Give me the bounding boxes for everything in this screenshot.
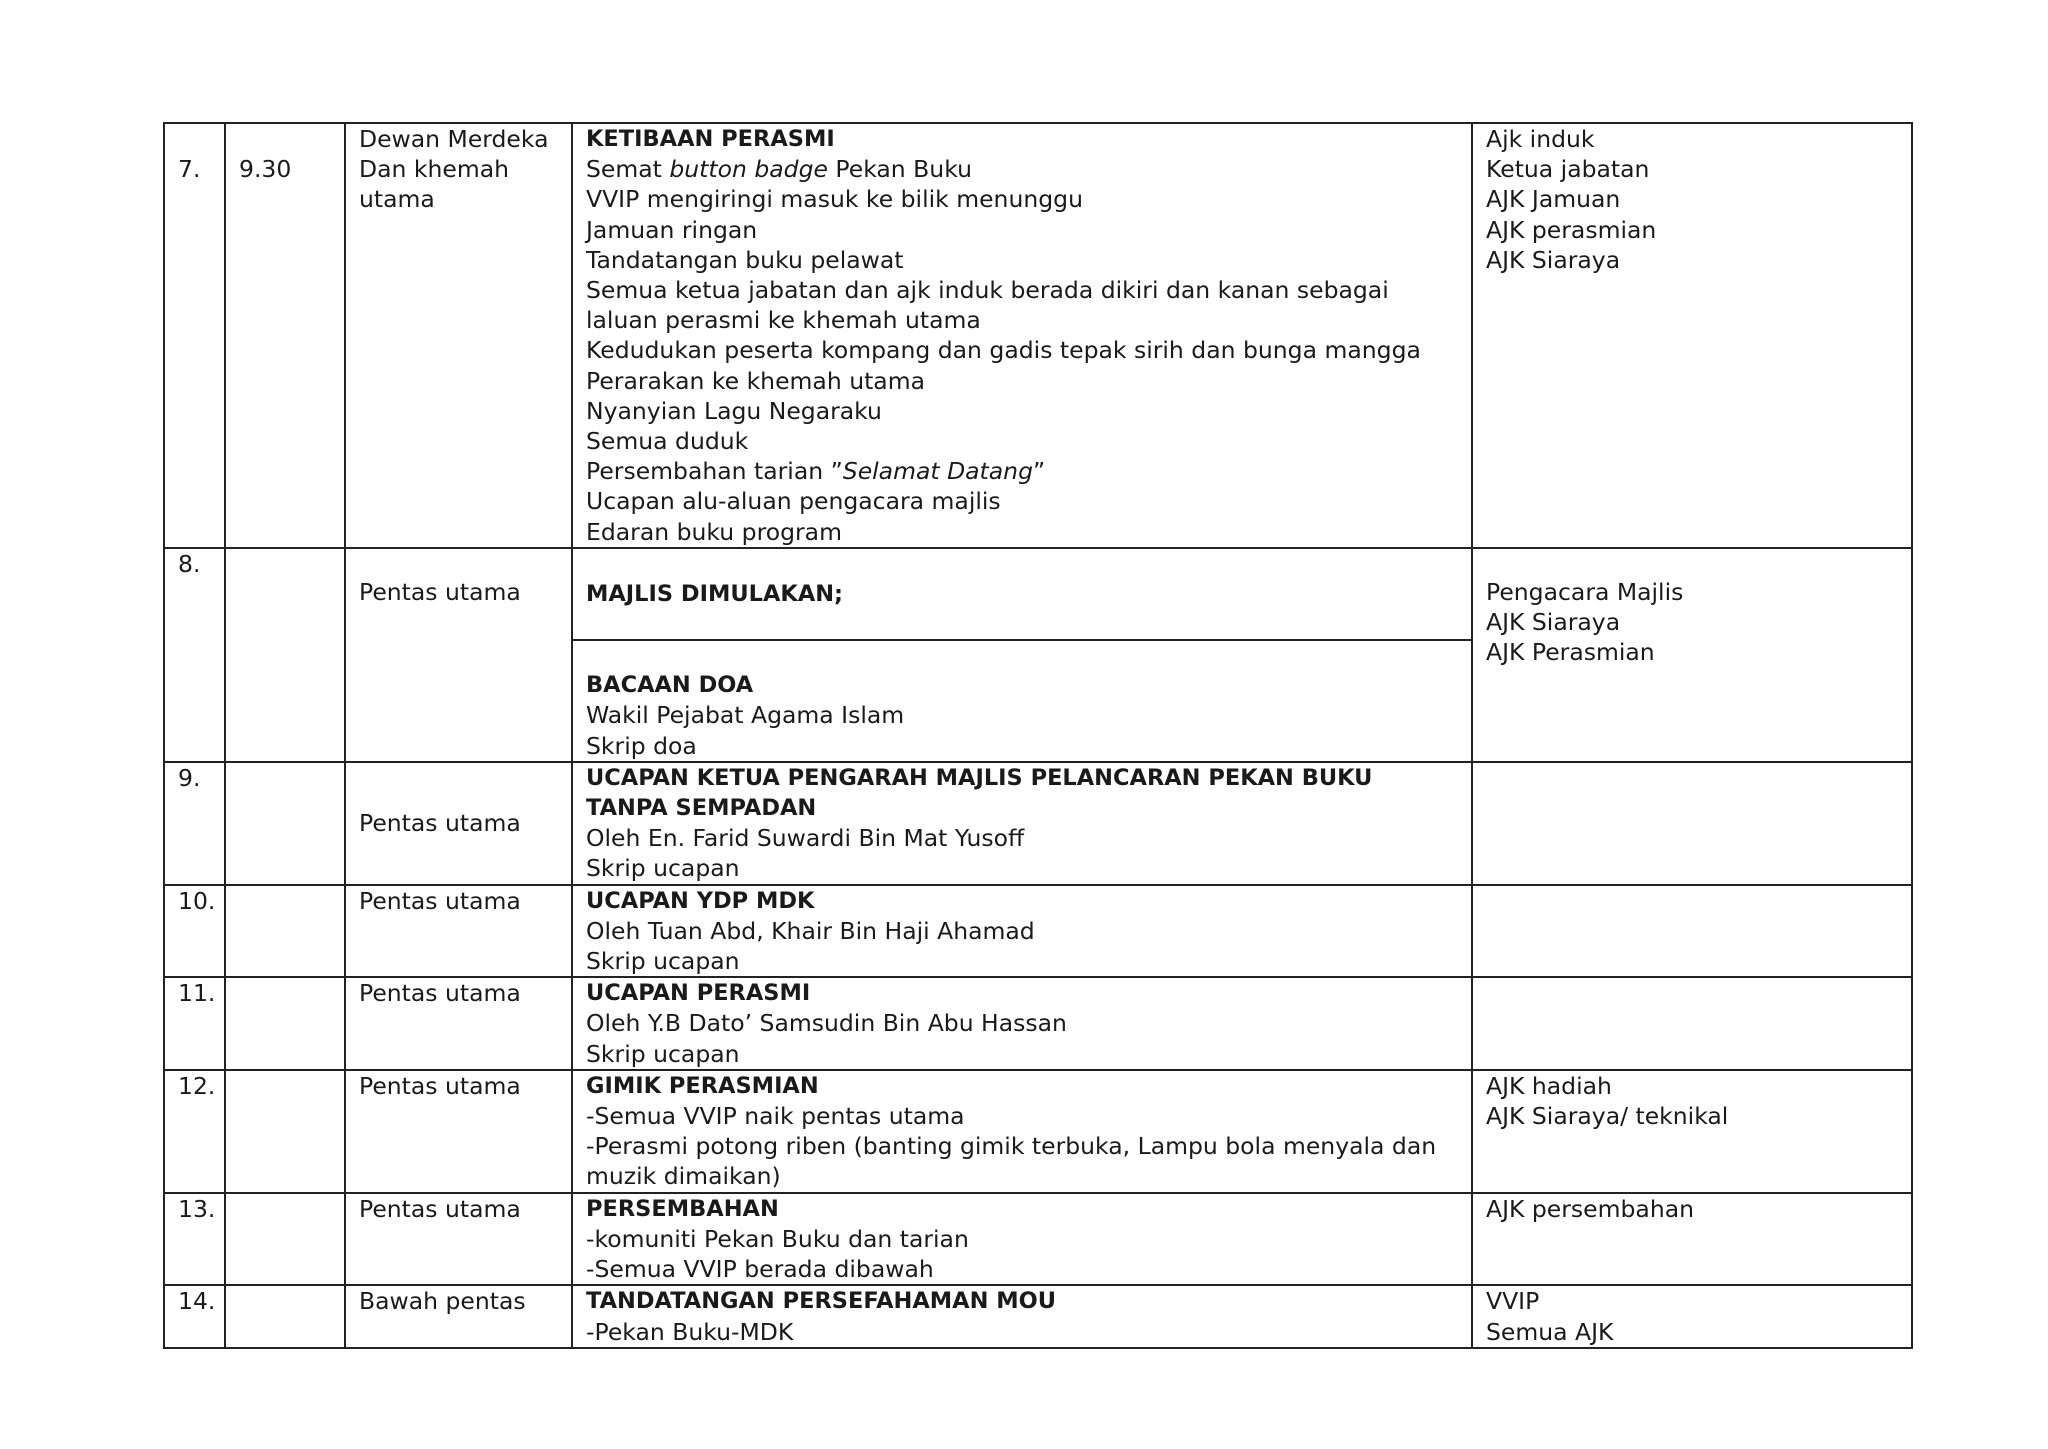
item-ajk	[1472, 1193, 1912, 1286]
ajk-line: Pengacara Majlis	[1486, 577, 1684, 606]
item-time	[225, 885, 345, 978]
item-activity	[572, 640, 1472, 762]
item-venue: Pentas utama	[345, 1070, 572, 1193]
table-row	[164, 885, 1912, 978]
activity-line: -Pekan Buku-MDK	[586, 1317, 794, 1346]
item-number: 8.	[164, 548, 225, 762]
activity-line: Ucapan alu-aluan pengacara majlis	[586, 487, 1001, 516]
ajk-line: AJK hadiah	[1486, 1071, 1612, 1100]
item-venue: Pentas utama	[345, 762, 572, 885]
ajk-line: AJK Jamuan	[1486, 185, 1621, 214]
activity-line: -Semua VVIP berada dibawah	[586, 1255, 934, 1284]
activity-line: Semua ketua jabatan dan ajk induk berada dikiri dan kanan sebagai laluan perasmi ke khemah utama	[586, 276, 1389, 335]
programme-table	[163, 122, 1913, 1349]
activity-title: UCAPAN PERASMI	[586, 980, 811, 1007]
ajk-line: AJK persembahan	[1486, 1194, 1695, 1223]
activity-line: Semat button badge Pekan Buku	[586, 155, 972, 184]
item-time	[225, 977, 345, 1070]
activity-line: VVIP mengiringi masuk ke bilik menunggu	[586, 185, 1083, 214]
item-ajk	[1472, 548, 1912, 762]
item-ajk	[1472, 977, 1912, 1070]
activity-title: KETIBAAN PERASMI	[586, 126, 835, 152]
table-row	[164, 1070, 1912, 1193]
item-time	[225, 1285, 345, 1347]
item-venue: Pentas utama	[345, 548, 572, 762]
item-time	[225, 762, 345, 885]
item-number: 13.	[164, 1193, 225, 1286]
item-activity	[572, 1285, 1472, 1347]
activity-line: -Perasmi potong riben (banting gimik terbuka, Lampu bola menyala dan muzik dimaikan)	[586, 1132, 1437, 1191]
ajk-line: AJK perasmian	[1486, 215, 1657, 244]
ajk-line: AJK Perasmian	[1486, 638, 1655, 667]
item-venue: Pentas utama	[345, 977, 572, 1070]
item-ajk	[1472, 885, 1912, 978]
table-row	[164, 1193, 1912, 1286]
activity-line: Oleh En. Farid Suwardi Bin Mat Yusoff	[586, 824, 1025, 853]
item-activity	[572, 1193, 1472, 1286]
activity-title: PERSEMBAHAN	[586, 1195, 779, 1222]
item-number: 10.	[164, 885, 225, 978]
item-venue: Pentas utama	[345, 1193, 572, 1286]
activity-line: Jamuan ringan	[586, 215, 758, 244]
venue-line: Dewan Merdeka	[359, 125, 549, 153]
activity-line: Skrip ucapan	[586, 947, 740, 976]
item-ajk	[1472, 123, 1912, 548]
item-number: 11.	[164, 977, 225, 1070]
item-number: 14.	[164, 1285, 225, 1347]
item-activity	[572, 977, 1472, 1070]
table-row	[164, 762, 1912, 885]
venue-line: Dan khemah	[359, 155, 510, 184]
activity-line: Skrip ucapan	[586, 1039, 740, 1068]
ajk-line: Ajk induk	[1486, 125, 1595, 153]
activity-title: UCAPAN KETUA PENGARAH MAJLIS PELANCARAN PEKAN BUKU TANPA SEMPADAN	[586, 764, 1373, 822]
activity-line: Oleh Tuan Abd, Khair Bin Haji Ahamad	[586, 916, 1035, 945]
item-number: 7.	[164, 123, 225, 548]
activity-line: Kedudukan peserta kompang dan gadis tepak sirih dan bunga mangga	[586, 336, 1421, 365]
table-row	[164, 977, 1912, 1070]
ajk-line: AJK Siaraya/ teknikal	[1486, 1102, 1729, 1131]
activity-title: GIMIK PERASMIAN	[586, 1072, 819, 1099]
venue-line: utama	[359, 185, 435, 214]
activity-line: Oleh Y.B Dato’ Samsudin Bin Abu Hassan	[586, 1009, 1067, 1038]
ajk-line: VVIP	[1486, 1287, 1540, 1316]
activity-line: Skrip doa	[586, 731, 697, 760]
activity-line: -komuniti Pekan Buku dan tarian	[586, 1224, 969, 1253]
activity-title: BACAAN DOA	[586, 672, 754, 699]
item-venue: Pentas utama	[345, 885, 572, 978]
activity-line: -Semua VVIP naik pentas utama	[586, 1102, 965, 1131]
activity-line: Nyanyian Lagu Negaraku	[586, 396, 882, 425]
item-time	[225, 548, 345, 762]
item-activity	[572, 548, 1472, 640]
ajk-line: Ketua jabatan	[1486, 155, 1650, 184]
item-activity	[572, 762, 1472, 885]
activity-line: Wakil Pejabat Agama Islam	[586, 701, 905, 730]
item-activity	[572, 1070, 1472, 1193]
activity-line: Skrip ucapan	[586, 854, 740, 883]
item-number: 9.	[164, 762, 225, 885]
table-row	[164, 1285, 1912, 1347]
item-number: 12.	[164, 1070, 225, 1193]
activity-line: Edaran buku program	[586, 517, 842, 546]
item-venue	[345, 123, 572, 548]
item-ajk	[1472, 1070, 1912, 1193]
table-row	[164, 123, 1912, 548]
ajk-line: AJK Siaraya	[1486, 608, 1621, 637]
item-time	[225, 1070, 345, 1193]
item-activity	[572, 123, 1472, 548]
activity-line: Perarakan ke khemah utama	[586, 366, 925, 395]
activity-title: MAJLIS DIMULAKAN;	[586, 580, 844, 607]
ajk-line: Semua AJK	[1486, 1317, 1614, 1346]
item-venue: Bawah pentas	[345, 1285, 572, 1347]
activity-title: TANDATANGAN PERSEFAHAMAN MOU	[586, 1288, 1057, 1315]
ajk-line: AJK Siaraya	[1486, 245, 1621, 274]
item-ajk	[1472, 1285, 1912, 1347]
activity-line: Semua duduk	[586, 427, 749, 456]
table-row	[164, 548, 1912, 640]
item-time	[225, 1193, 345, 1286]
activity-line: Persembahan tarian ”Selamat Datang”	[586, 457, 1046, 486]
item-time: 9.30	[225, 123, 345, 548]
activity-line: Tandatangan buku pelawat	[586, 245, 904, 274]
item-activity	[572, 885, 1472, 978]
activity-title: UCAPAN YDP MDK	[586, 887, 815, 914]
item-ajk	[1472, 762, 1912, 885]
